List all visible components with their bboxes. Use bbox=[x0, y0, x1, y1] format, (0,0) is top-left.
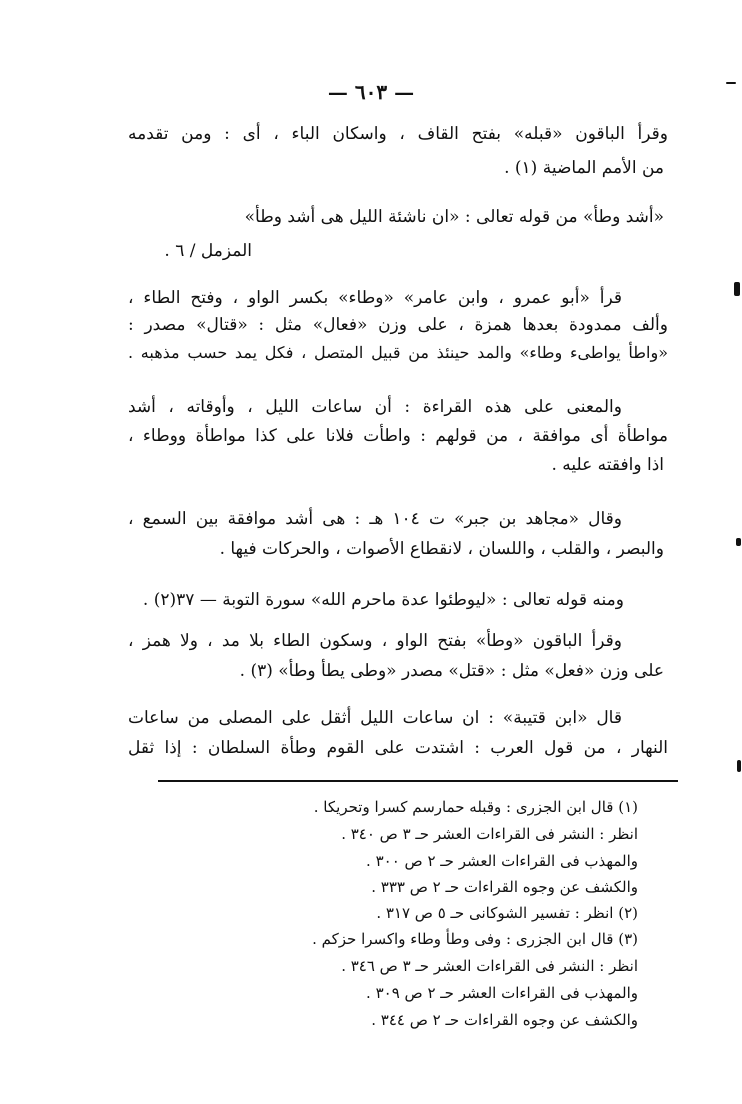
footnote-line: انظر : النشر فى القراءات العشر حـ ٣ ص ٣٤٠ . bbox=[341, 825, 638, 843]
body-line: ومنه قوله تعالى : «ليوطئوا عدة ماحرم الله» سورة التوبة — ٣٧(٢) . bbox=[142, 590, 624, 610]
footnote-line: (٢) انظر : تفسير الشوكانى حـ ٥ ص ٣١٧ . bbox=[376, 904, 638, 922]
scan-mark bbox=[734, 282, 740, 296]
scan-mark bbox=[726, 82, 736, 84]
scan-mark bbox=[736, 538, 741, 546]
body-line: «أشد وطأ» من قوله تعالى : «ان ناشئة الليل هى أشد وطأ» bbox=[244, 207, 664, 227]
body-line: من الأمم الماضية (١) . bbox=[504, 158, 664, 178]
scan-mark bbox=[737, 760, 741, 772]
footnote-line: (١) قال ابن الجزرى : وقبله حمارسم كسرا وتحريكا . bbox=[313, 798, 638, 816]
body-line: اذا وافقته عليه . bbox=[551, 455, 664, 475]
body-line: قرأ «أبو عمرو ، وابن عامر» «وطاء» بكسر الواو ، وفتح الطاء ، bbox=[128, 288, 622, 308]
body-line: وقرأ الباقون «وطأ» بفتح الواو ، وسكون الطاء بلا مد ، ولا همز ، bbox=[128, 631, 622, 651]
body-line: والبصر ، والقلب ، واللسان ، لانقطاع الأصوات ، والحركات فيها . bbox=[219, 539, 664, 559]
footnote-line: (٣) قال ابن الجزرى : وفى وطأ وطاء واكسرا حزكم . bbox=[312, 930, 638, 948]
body-line: وألف ممدودة بعدها همزة ، على وزن «فعال» مثل : «قتال» مصدر : bbox=[128, 315, 668, 335]
footnote-separator bbox=[158, 780, 678, 782]
body-line: وقال «مجاهد بن جبر» ت ١٠٤ هـ : هى أشد موافقة بين السمع ، bbox=[128, 509, 622, 529]
footnote-line: والمهذب فى القراءات العشر حـ ٢ ص ٣٠٩ . bbox=[366, 984, 638, 1002]
footnote-line: والكشف عن وجوه القراءات حـ ٢ ص ٣٤٤ . bbox=[371, 1011, 638, 1029]
body-line: المزمل / ٦ . bbox=[164, 241, 252, 261]
body-line: «واطأ يواطىء وطاء» والمد حينئذ من قبيل المتصل ، فكل يمد حسب مذهبه . bbox=[128, 343, 669, 362]
body-line: النهار ، من قول العرب : اشتدت على القوم وطأة السلطان : إذا ثقل bbox=[128, 738, 668, 758]
body-line: وقرأ الباقون «قبله» بفتح القاف ، واسكان الباء ، أى : ومن تقدمه bbox=[128, 124, 668, 144]
body-line: على وزن «فعل» مثل : «قتل» مصدر «وطى يطأ وطأ» (٣) . bbox=[239, 661, 664, 681]
body-line: مواطأة أى موافقة ، من قولهم : واطأت فلانا على كذا مواطأة ووطاء ، bbox=[128, 426, 668, 446]
footnote-line: انظر : النشر فى القراءات العشر حـ ٣ ص ٣٤٦ . bbox=[341, 957, 638, 975]
footnote-line: والكشف عن وجوه القراءات حـ ٢ ص ٣٣٣ . bbox=[371, 878, 638, 896]
body-line: والمعنى على هذه القراءة : أن ساعات الليل ، وأوقاته ، أشد bbox=[128, 397, 622, 417]
body-line: قال «ابن قتيبة» : ان ساعات الليل أثقل على المصلى من ساعات bbox=[128, 708, 622, 728]
page-number: — ٦٠٣ — bbox=[327, 80, 415, 104]
footnote-line: والمهذب فى القراءات العشر حـ ٢ ص ٣٠٠ . bbox=[366, 852, 638, 870]
